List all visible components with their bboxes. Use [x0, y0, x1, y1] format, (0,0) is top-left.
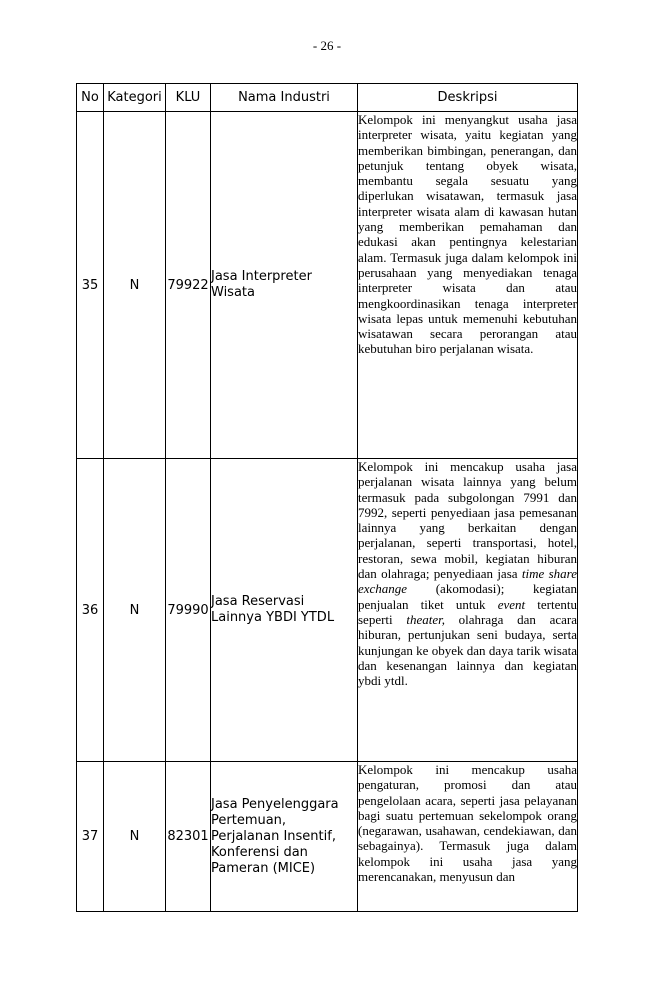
table-row: [77, 762, 578, 912]
table-row: [77, 112, 578, 459]
desc-text: tertentu seperti: [358, 596, 577, 627]
table-row: [77, 459, 578, 762]
desc-italic: theater,: [406, 611, 445, 627]
cell-kategori: N: [104, 112, 166, 459]
header-no: No: [77, 84, 104, 112]
cell-deskripsi: Kelompok ini mencakup usaha pengaturan, promosi dan atau pengelolaan acara, seperti jasa pelayanan bagi suatu pertemuan sekelompok orang (negarawan, usahawan, cendekiawan, dan sebagainya). Termasuk juga dalam kelompok ini usaha jasa yang merencanakan, menyusun dan: [358, 762, 578, 912]
cell-kategori: N: [104, 459, 166, 762]
cell-no: 36: [77, 459, 104, 762]
desc-text: (akomodasi); kegiatan penjualan tiket untuk: [358, 581, 577, 612]
desc-italic: time share exchange: [358, 566, 577, 597]
header-deskripsi: Deskripsi: [358, 84, 578, 112]
header-klu: KLU: [166, 84, 211, 112]
klu-table: [76, 83, 578, 912]
cell-deskripsi: Kelompok ini menyangkut usaha jasa interpreter wisata, yaitu kegiatan yang memberikan bimbingan, penerangan, dan petunjuk tentang obyek wisata, membantu segala sesuatu yang diperlukan wisatawan, termasuk jasa interpreter wisata alam di kawasan hutan yang memberikan pemahaman dan edukasi akan pentingnya kelestarian alam. Termasuk juga dalam kelompok ini perusahaan yang menyediakan tenaga interpreter wisata dan atau mengkoordinasikan tenaga interpreter wisata lepas untuk memenuhi kebutuhan wisatawan secara perorangan atau kebutuhan biro perjalanan wisata.: [358, 112, 578, 459]
cell-nama-industri: Jasa Reservasi Lainnya YBDI YTDL: [211, 459, 358, 762]
header-nama-industri: Nama Industri: [211, 84, 358, 112]
cell-klu: 79922: [166, 112, 211, 459]
table-header-row: [77, 84, 578, 112]
page-number: - 26 -: [312, 38, 342, 53]
cell-nama-industri: Jasa Penyelenggara Pertemuan, Perjalanan Insentif, Konferensi dan Pameran (MICE): [211, 762, 358, 912]
header-kategori: Kategori: [104, 84, 166, 112]
cell-no: 37: [77, 762, 104, 912]
cell-kategori: N: [104, 762, 166, 912]
cell-nama-industri: Jasa Interpreter Wisata: [211, 112, 358, 459]
desc-text: olahraga dan acara hiburan, pertunjukan seni budaya, serta kunjungan ke obyek dan daya tarik wisata dan kesenangan lainnya dan kegiatan ybdi ytdl.: [358, 611, 577, 689]
cell-no: 35: [77, 112, 104, 459]
desc-text: Kelompok ini mencakup usaha jasa perjalanan wisata lainnya yang belum termasuk pada subgolongan 7991 dan 7992, seperti penyediaan jasa pemesanan lainnya yang berkaitan dengan perjalanan, seperti transportasi, hotel, restoran, sewa mobil, kegiatan hiburan dan olahraga; penyediaan jasa: [358, 459, 577, 582]
cell-klu: 79990: [166, 459, 211, 762]
cell-deskripsi: [358, 459, 578, 762]
cell-klu: 82301: [166, 762, 211, 912]
desc-italic: event: [497, 596, 526, 612]
